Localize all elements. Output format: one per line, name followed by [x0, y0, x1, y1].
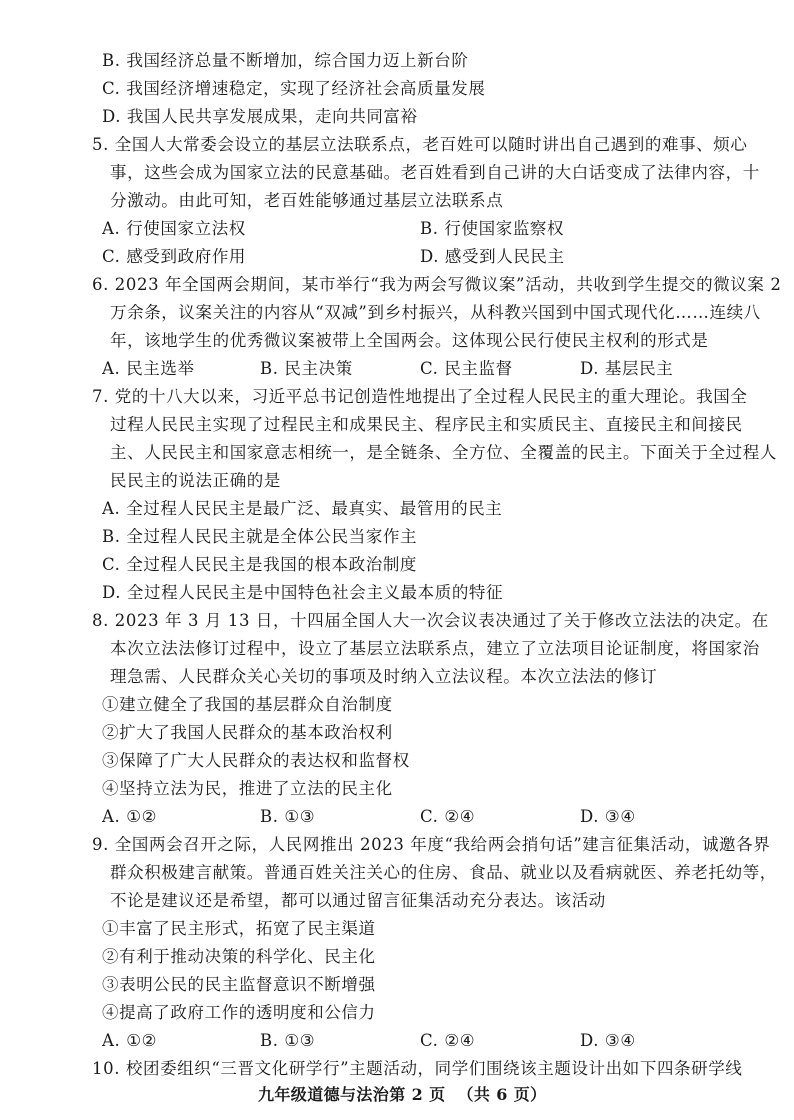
q7-option-d: D. 全过程人民民主是中国特色社会主义最本质的特征: [102, 583, 504, 602]
q8-option-a: A. ①②: [102, 807, 157, 826]
q5-option-c: C. 感受到政府作用: [102, 247, 247, 266]
q6-stem-line-3: 年，该地学生的优秀微议案被带上全国两会。这体现公民行使民主权利的形式是: [110, 331, 709, 350]
q5-stem-line-3: 分激动。由此可知，老百姓能够通过基层立法联系点: [110, 191, 504, 210]
q6-option-d: D. 基层民主: [580, 359, 674, 378]
q9-stem-line-1: 9. 全国两会召开之际，人民网推出 2023 年度“我给两会捎句话”建言征集活动，诚邀各界: [92, 835, 771, 854]
q7-option-b: B. 全过程人民民主就是全体公民当家作主: [102, 527, 418, 546]
q5-stem-line-1: 5. 全国人大常委会设立的基层立法联系点，老百姓可以随时讲出自己遇到的难事、烦心: [92, 135, 748, 154]
q9-option-d: D. ③④: [580, 1031, 636, 1050]
q8-option-b: B. ①③: [260, 807, 316, 826]
q8-item-3: ③保障了广大人民群众的表达权和监督权: [102, 751, 410, 770]
q9-option-b: B. ①③: [260, 1031, 316, 1050]
q10-stem-line-1: 10. 校团委组织“三晋文化研学行”主题活动，同学们围绕该主题设计出如下四条研学线: [92, 1059, 743, 1078]
q8-option-d: D. ③④: [580, 807, 636, 826]
q9-option-a: A. ①②: [102, 1031, 157, 1050]
q7-option-a: A. 全过程人民民主是最广泛、最真实、最管用的民主: [102, 499, 503, 518]
prev-option-b: B. 我国经济总量不断增加，综合国力迈上新台阶: [102, 51, 469, 70]
q9-item-3: ③表明公民的民主监督意识不断增强: [102, 975, 376, 994]
q5-option-a: A. 行使国家立法权: [102, 219, 246, 238]
q6-option-b: B. 民主决策: [260, 359, 353, 378]
prev-option-d: D. 我国人民共享发展成果，走向共同富裕: [102, 107, 418, 126]
q9-item-4: ④提高了政府工作的透明度和公信力: [102, 1003, 376, 1022]
q6-stem-line-2: 万余条，议案关注的内容从“双减”到乡村振兴，从科教兴国到中国式现代化……连续八: [110, 303, 761, 322]
q5-stem-line-2: 事，这些会成为国家立法的民意基础。老百姓看到自己讲的大白话变成了法律内容，十: [110, 163, 760, 182]
q6-option-a: A. 民主选举: [102, 359, 195, 378]
q6-option-c: C. 民主监督: [420, 359, 513, 378]
q7-stem-line-4: 民民主的说法正确的是: [110, 471, 281, 490]
q9-item-2: ②有利于推动决策的科学化、民主化: [102, 947, 376, 966]
footer-total-pages: （共 6 页）: [457, 1085, 547, 1104]
prev-option-c: C. 我国经济增速稳定，实现了经济社会高质量发展: [102, 79, 486, 98]
page-footer: [258, 1082, 547, 1105]
q8-stem-line-3: 理急需、人民群众关心关切的事项及时纳入立法议程。本次立法法的修订: [110, 667, 658, 686]
q9-stem-line-2: 群众积极建言献策。普通百姓关注关心的住房、食品、就业以及看病就医、养老托幼等，: [110, 863, 777, 882]
q8-stem-line-2: 本次立法法修订过程中，设立了基层立法联系点，建立了立法项目论证制度，将国家治: [110, 639, 760, 658]
q5-option-b: B. 行使国家监察权: [420, 219, 565, 238]
q7-stem-line-2: 过程人民民主实现了过程民主和成果民主、程序民主和实质民主、直接民主和间接民: [110, 415, 743, 434]
q7-option-c: C. 全过程人民民主是我国的根本政治制度: [102, 555, 418, 574]
q9-item-1: ①丰富了民主形式，拓宽了民主渠道: [102, 919, 376, 938]
q8-item-4: ④坚持立法为民，推进了立法的民主化: [102, 779, 393, 798]
q8-item-1: ①建立健全了我国的基层群众自治制度: [102, 695, 393, 714]
q8-stem-line-1: 8. 2023 年 3 月 13 日，十四届全国人大一次会议表决通过了关于修改立法法的决定。在: [92, 611, 769, 630]
q7-stem-line-3: 主、人民民主和国家意志相统一，是全链条、全方位、全覆盖的民主。下面关于全过程人: [110, 443, 777, 462]
q9-option-c: C. ②④: [420, 1031, 476, 1050]
q8-option-c: C. ②④: [420, 807, 476, 826]
footer-page-label: 九年级道德与法治第 2 页: [258, 1085, 446, 1104]
q7-stem-line-1: 7. 党的十八大以来，习近平总书记创造性地提出了全过程人民民主的重大理论。我国全: [92, 387, 748, 406]
q6-stem-line-1: 6. 2023 年全国两会期间，某市举行“我为两会写微议案”活动，共收到学生提交的微议案 2: [92, 275, 782, 294]
q9-stem-line-3: 不论是建议还是希望，都可以通过留言征集活动充分表达。该活动: [110, 891, 606, 910]
q8-item-2: ②扩大了我国人民群众的基本政治权利: [102, 723, 393, 742]
q5-option-d: D. 感受到人民民主: [420, 247, 565, 266]
